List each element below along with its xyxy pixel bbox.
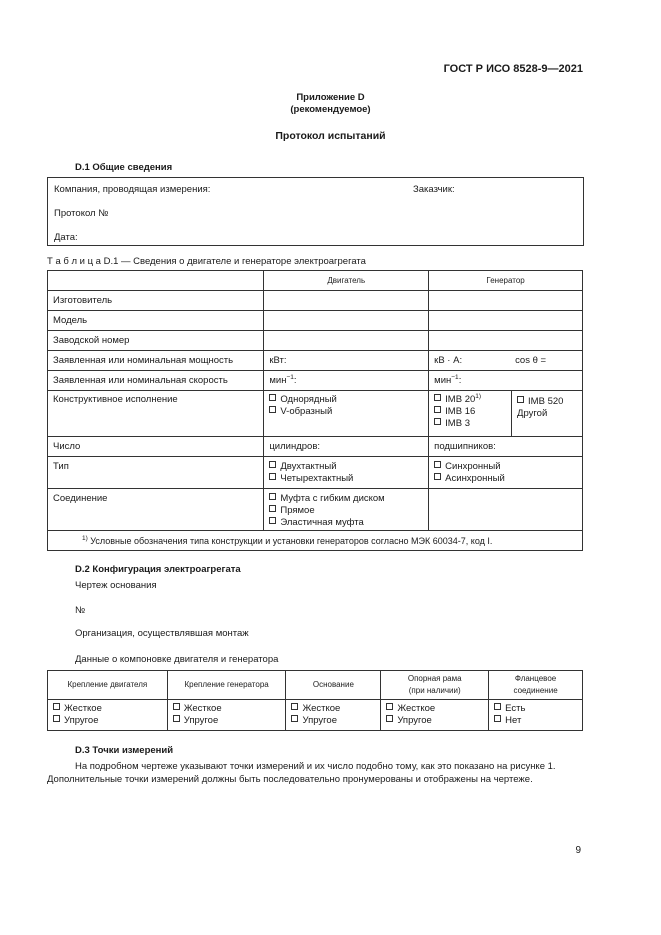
header-generator-mount: Крепление генератора	[167, 671, 286, 700]
row-design: Конструктивное исполнение	[48, 391, 264, 437]
power-kw: кВт:	[264, 351, 429, 371]
annex-title: Приложение D	[296, 92, 365, 103]
row-connection: Соединение	[48, 489, 264, 531]
row-model: Модель	[48, 311, 264, 331]
checkbox[interactable]	[386, 715, 393, 722]
checkbox[interactable]	[386, 703, 393, 710]
header-engine-mount: Крепление двигателя	[48, 671, 168, 700]
checkbox[interactable]	[291, 703, 298, 710]
checkbox[interactable]	[269, 505, 276, 512]
drawing-label: Чертеж основания	[75, 580, 157, 591]
type-generator: Синхронный Асинхронный	[429, 457, 583, 489]
row-speed: Заявленная или номинальная скорость	[48, 371, 264, 391]
cylinders: цилиндров:	[264, 437, 429, 457]
power-kva: кВ · А:	[434, 354, 463, 366]
annex-subtitle: (рекомендуемое)	[290, 104, 371, 115]
row-number: Число	[48, 437, 264, 457]
checkbox[interactable]	[434, 406, 441, 413]
checkbox[interactable]	[434, 394, 441, 401]
layout-data-label: Данные о компоновке двигателя и генератора	[75, 654, 279, 665]
section-d2-heading: D.2 Конфигурация электроагрегата	[75, 564, 241, 575]
speed-engine: мин$^{-1}$:	[264, 371, 429, 391]
general-info-box	[47, 177, 584, 246]
section-d3-heading: D.3 Точки измерений	[75, 745, 174, 756]
speed-generator: мин$^{-1}$:	[429, 371, 583, 391]
row-manufacturer: Изготовитель	[48, 291, 264, 311]
checkbox[interactable]	[173, 703, 180, 710]
header-flange: Фланцевое соединение	[489, 671, 583, 700]
table-d2	[47, 670, 583, 731]
checkbox[interactable]	[269, 473, 276, 480]
installer-org-label: Организация, осуществлявшая монтаж	[75, 628, 249, 639]
customer-label: Заказчик:	[413, 184, 455, 195]
checkbox[interactable]	[434, 461, 441, 468]
generator-mount-options: Жесткое Упругое	[167, 700, 286, 731]
checkbox[interactable]	[434, 473, 441, 480]
row-type: Тип	[48, 457, 264, 489]
design-generator-other: IMB 520 Другой	[512, 391, 583, 437]
bearings: подшипников:	[429, 437, 583, 457]
engine-mount-options: Жесткое Упругое	[48, 700, 168, 731]
checkbox[interactable]	[291, 715, 298, 722]
col-generator: Генератор	[429, 271, 583, 291]
type-engine: Двухтактный Четырехтактный	[264, 457, 429, 489]
row-power: Заявленная или номинальная мощность	[48, 351, 264, 371]
table-d1-footnote: $^{1)}$ Условные обозначения типа конструкции и установки генераторов согласно МЭК 60034-7, код I.	[48, 531, 583, 551]
header-base: Основание	[286, 671, 381, 700]
cos-theta: cos θ =	[515, 354, 547, 366]
protocol-number-label: Протокол №	[54, 208, 109, 219]
power-generator-cell	[429, 351, 583, 371]
checkbox[interactable]	[517, 396, 524, 403]
base-options: Жесткое Упругое	[286, 700, 381, 731]
design-generator-imb: IMB 20$^{1)}$ IMB 16 IMB 3	[429, 391, 512, 437]
design-engine: Однорядный V-образный	[264, 391, 429, 437]
row-serial: Заводской номер	[48, 331, 264, 351]
checkbox[interactable]	[494, 703, 501, 710]
support-frame-options: Жесткое Упругое	[381, 700, 489, 731]
checkbox[interactable]	[269, 493, 276, 500]
page-number: 9	[575, 845, 581, 856]
checkbox[interactable]	[434, 418, 441, 425]
date-label: Дата:	[54, 232, 78, 243]
checkbox[interactable]	[269, 394, 276, 401]
checkbox[interactable]	[53, 715, 60, 722]
col-engine: Двигатель	[264, 271, 429, 291]
document-id: ГОСТ Р ИСО 8528-9—2021	[443, 63, 583, 75]
company-label: Компания, проводящая измерения:	[54, 184, 211, 195]
d3-text-line2: Дополнительные точки измерений должны быть последовательно пронумерованы и отображены на чертеже.	[47, 774, 533, 785]
section-d1-heading: D.1 Общие сведения	[75, 162, 173, 173]
d3-text-line1: На подробном чертеже указывают точки измерений и их число подобно тому, как это показано на рисунке 1.	[75, 761, 556, 772]
checkbox[interactable]	[53, 703, 60, 710]
protocol-title: Протокол испытаний	[275, 130, 386, 142]
checkbox[interactable]	[173, 715, 180, 722]
checkbox[interactable]	[494, 715, 501, 722]
checkbox[interactable]	[269, 517, 276, 524]
table-d1	[47, 270, 583, 551]
drawing-number-label: №	[75, 605, 86, 616]
connection-options: Муфта с гибким диском Прямое Эластичная муфта	[264, 489, 429, 531]
checkbox[interactable]	[269, 406, 276, 413]
flange-options: Есть Нет	[489, 700, 583, 731]
header-support-frame: Опорная рама (при наличии)	[381, 671, 489, 700]
checkbox[interactable]	[269, 461, 276, 468]
table-d1-caption: Т а б л и ц а D.1 — Сведения о двигателе и генераторе электроагрегата	[47, 256, 366, 267]
